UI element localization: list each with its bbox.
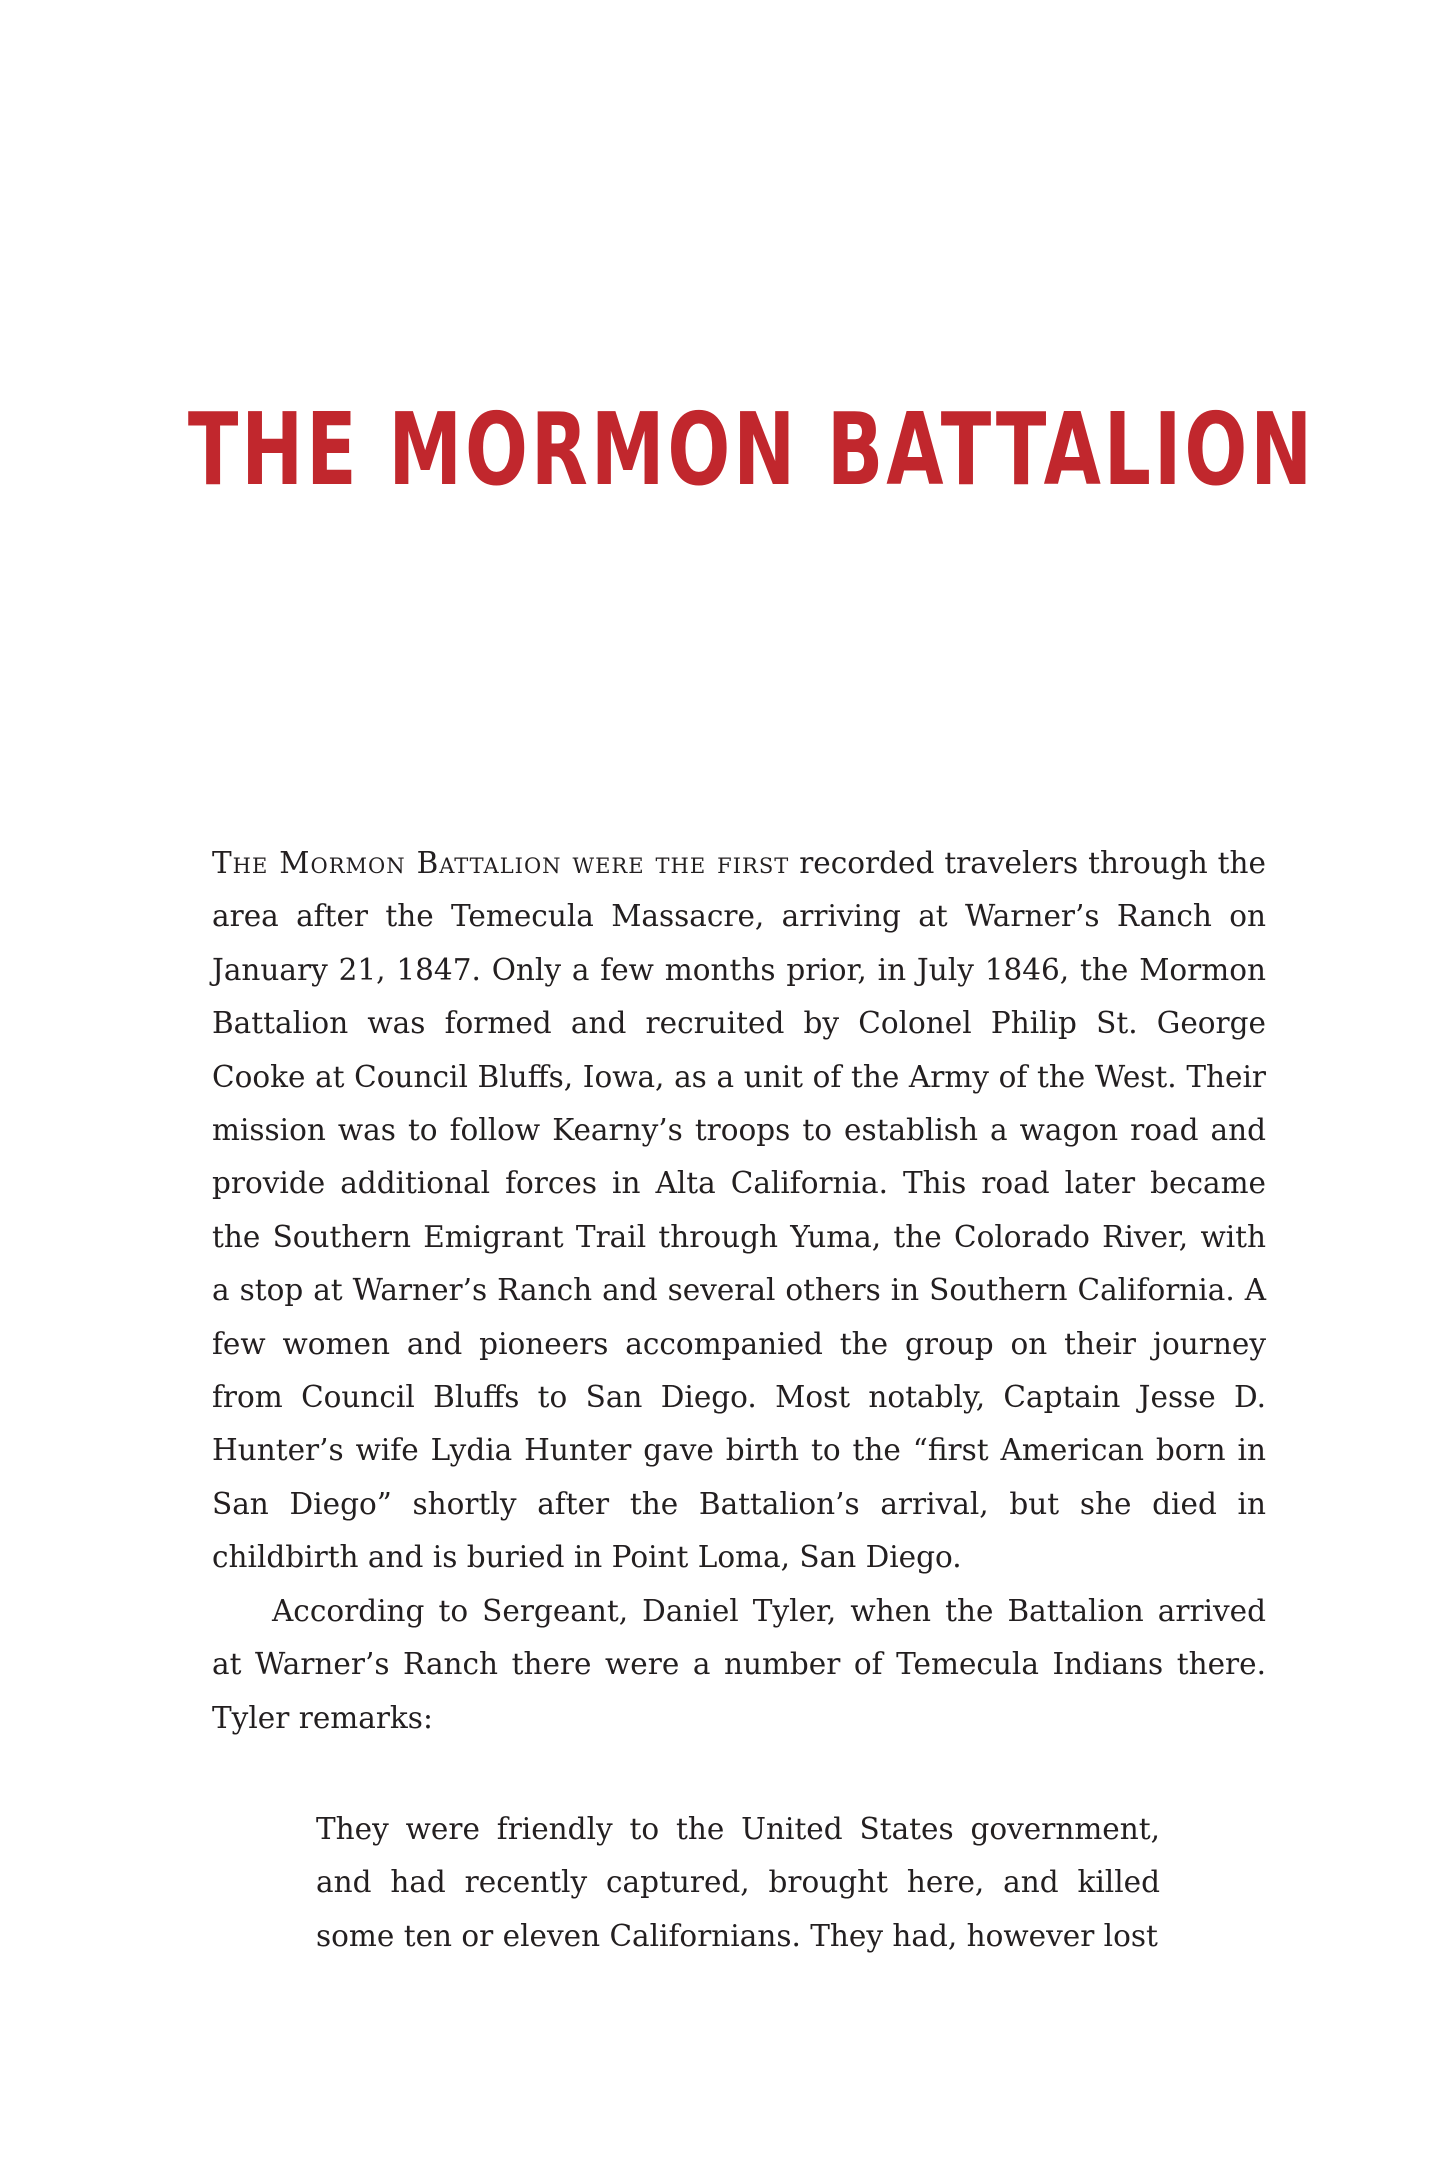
lead-in-small-caps: The Mormon Battalion were the first [212, 846, 790, 880]
body-text [212, 837, 1266, 1745]
chapter-title: THE MORMON BATTALION [187, 391, 1316, 508]
block-quote: They were friendly to the United States government, and had recently captured, brought here, and killed some ten or eleven Californians. They had, however lost [316, 1812, 1160, 1953]
paragraph-1 [212, 837, 1266, 1585]
paragraph-1-text: recorded travelers through the area after the Temecula Massacre, arriving at Warner’s Ranch on January 21, 1847. Only a few months prior, in July 1846, the Mormon Battalion was formed and recruited by Colonel Philip St. George Cooke at Council Bluffs, Iowa, as a unit of the Army of the West. Their mission was to follow Kearny’s troops to establish a wagon road and provide additional forces in Alta California. This road later became the Southern Emigrant Trail through Yuma, the Colorado River, with a stop at Warner’s Ranch and several others in Southern California. A few women and pioneers accompanied the group on their journey from Council Bluffs to San Diego. Most notably, Captain Jesse D. Hunter’s wife Lydia Hunter gave birth to the “first American born in San Diego” shortly after the Battalion’s arrival, but she died in childbirth and is buried in Point Loma, San Diego. [212, 846, 1266, 1575]
paragraph-2: According to Sergeant, Daniel Tyler, when the Battalion arrived at Warner’s Ranch there were a number of Temecula Indians there. Tyler remarks: [212, 1593, 1266, 1735]
